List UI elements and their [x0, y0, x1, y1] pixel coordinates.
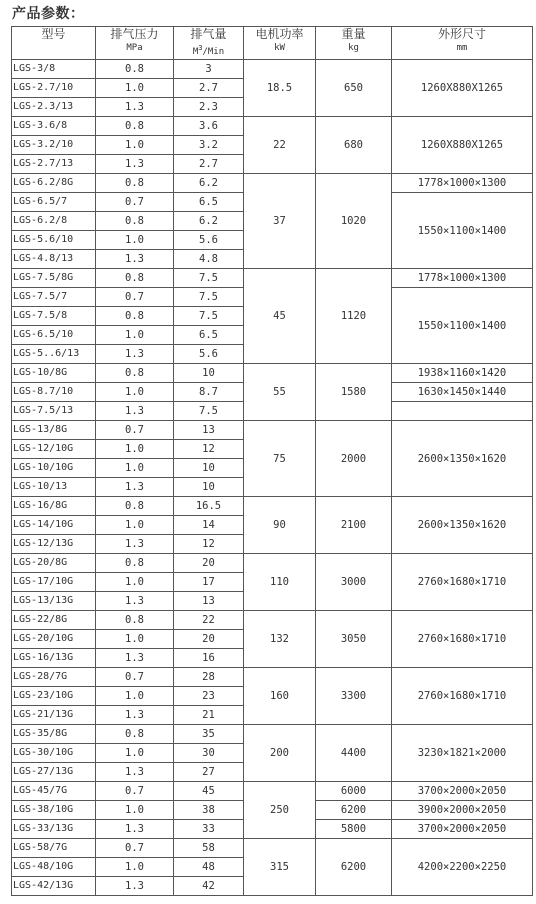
cell-model: LGS-45/7G [12, 782, 96, 801]
cell-model: LGS-10/10G [12, 459, 96, 478]
cell-model: LGS-23/10G [12, 687, 96, 706]
cell-pressure: 1.0 [96, 573, 174, 592]
cell-power: 45 [244, 269, 316, 364]
cell-flow: 7.5 [174, 288, 244, 307]
table-row [12, 421, 533, 440]
cell-power: 37 [244, 174, 316, 269]
cell-flow: 48 [174, 858, 244, 877]
cell-flow: 4.8 [174, 250, 244, 269]
cell-model: LGS-30/10G [12, 744, 96, 763]
header-weight [316, 27, 392, 60]
cell-flow: 10 [174, 364, 244, 383]
cell-flow: 3.6 [174, 117, 244, 136]
cell-model: LGS-7.5/8 [12, 307, 96, 326]
cell-model: LGS-8.7/10 [12, 383, 96, 402]
table-row [12, 782, 533, 801]
cell-size: 1630×1450×1440 [392, 383, 533, 402]
table-row [12, 117, 533, 136]
cell-pressure: 1.0 [96, 459, 174, 478]
cell-model: LGS-2.3/13 [12, 98, 96, 117]
cell-power: 250 [244, 782, 316, 839]
cell-model: LGS-13/8G [12, 421, 96, 440]
cell-weight: 3050 [316, 611, 392, 668]
cell-size: 2760×1680×1710 [392, 668, 533, 725]
cell-model: LGS-6.5/7 [12, 193, 96, 212]
cell-model: LGS-16/8G [12, 497, 96, 516]
cell-pressure: 0.8 [96, 117, 174, 136]
cell-pressure: 1.3 [96, 535, 174, 554]
cell-flow: 58 [174, 839, 244, 858]
cell-model: LGS-3/8 [12, 60, 96, 79]
cell-power: 75 [244, 421, 316, 497]
cell-size: 1260X880X1265 [392, 60, 533, 117]
cell-pressure: 1.0 [96, 136, 174, 155]
cell-flow: 20 [174, 554, 244, 573]
cell-model: LGS-6.5/10 [12, 326, 96, 345]
cell-weight: 6000 [316, 782, 392, 801]
product-spec-table [11, 26, 533, 896]
cell-model: LGS-22/8G [12, 611, 96, 630]
cell-model: LGS-17/10G [12, 573, 96, 592]
cell-flow: 12 [174, 440, 244, 459]
cell-size: 1550×1100×1400 [392, 288, 533, 364]
cell-model: LGS-21/13G [12, 706, 96, 725]
cell-pressure: 1.0 [96, 630, 174, 649]
cell-model: LGS-2.7/10 [12, 79, 96, 98]
cell-weight: 2000 [316, 421, 392, 497]
header-flow-unit [174, 41, 243, 59]
cell-model: LGS-38/10G [12, 801, 96, 820]
cell-pressure: 1.0 [96, 231, 174, 250]
cell-size [392, 402, 533, 421]
header-pressure-label: 排气压力 [110, 27, 159, 41]
cell-power: 110 [244, 554, 316, 611]
cell-pressure: 1.0 [96, 516, 174, 535]
cell-power: 90 [244, 497, 316, 554]
cell-weight: 6200 [316, 801, 392, 820]
cell-model: LGS-14/10G [12, 516, 96, 535]
header-pressure-unit: MPa [126, 43, 143, 53]
cell-pressure: 1.3 [96, 478, 174, 497]
cell-pressure: 0.8 [96, 497, 174, 516]
cell-pressure: 1.3 [96, 592, 174, 611]
cell-flow: 27 [174, 763, 244, 782]
cell-pressure: 0.8 [96, 725, 174, 744]
cell-flow: 2.7 [174, 155, 244, 174]
cell-flow: 6.2 [174, 212, 244, 231]
cell-pressure: 0.8 [96, 269, 174, 288]
cell-weight: 3000 [316, 554, 392, 611]
table-row [12, 839, 533, 858]
cell-size: 4200×2200×2250 [392, 839, 533, 896]
cell-flow: 42 [174, 877, 244, 896]
cell-model: LGS-28/7G [12, 668, 96, 687]
cell-flow: 3 [174, 60, 244, 79]
cell-pressure: 1.3 [96, 763, 174, 782]
cell-pressure: 1.3 [96, 98, 174, 117]
table-row [12, 269, 533, 288]
table-row [12, 60, 533, 79]
cell-flow: 5.6 [174, 231, 244, 250]
cell-flow: 30 [174, 744, 244, 763]
cell-weight: 1020 [316, 174, 392, 269]
cell-weight: 650 [316, 60, 392, 117]
cell-size: 2760×1680×1710 [392, 554, 533, 611]
cell-size: 3230×1821×2000 [392, 725, 533, 782]
cell-pressure: 1.3 [96, 649, 174, 668]
header-flow-label: 排气量 [190, 27, 227, 41]
cell-flow: 45 [174, 782, 244, 801]
cell-weight: 4400 [316, 725, 392, 782]
cell-weight: 1580 [316, 364, 392, 421]
cell-flow: 10 [174, 478, 244, 497]
cell-weight: 3300 [316, 668, 392, 725]
cell-pressure: 0.7 [96, 421, 174, 440]
cell-pressure: 0.8 [96, 60, 174, 79]
cell-model: LGS-33/13G [12, 820, 96, 839]
cell-flow: 10 [174, 459, 244, 478]
cell-flow: 7.5 [174, 402, 244, 421]
cell-flow: 16 [174, 649, 244, 668]
cell-pressure: 1.0 [96, 440, 174, 459]
cell-flow: 20 [174, 630, 244, 649]
cell-weight: 6200 [316, 839, 392, 896]
cell-model: LGS-7.5/8G [12, 269, 96, 288]
cell-model: LGS-13/13G [12, 592, 96, 611]
cell-flow: 28 [174, 668, 244, 687]
header-pressure [96, 27, 174, 60]
cell-pressure: 1.3 [96, 877, 174, 896]
cell-model: LGS-7.5/13 [12, 402, 96, 421]
cell-model: LGS-5..6/13 [12, 345, 96, 364]
cell-size: 2600×1350×1620 [392, 497, 533, 554]
cell-model: LGS-48/10G [12, 858, 96, 877]
table-row [12, 174, 533, 193]
cell-model: LGS-12/13G [12, 535, 96, 554]
header-flow-unit-exp: 3 [198, 44, 203, 52]
cell-pressure: 1.0 [96, 326, 174, 345]
cell-model: LGS-3.6/8 [12, 117, 96, 136]
cell-flow: 6.2 [174, 174, 244, 193]
cell-model: LGS-6.2/8G [12, 174, 96, 193]
cell-flow: 14 [174, 516, 244, 535]
header-flow [174, 27, 244, 60]
cell-flow: 7.5 [174, 307, 244, 326]
header-row [12, 27, 533, 60]
cell-flow: 6.5 [174, 193, 244, 212]
cell-pressure: 0.8 [96, 212, 174, 231]
cell-weight: 5800 [316, 820, 392, 839]
cell-power: 160 [244, 668, 316, 725]
cell-flow: 8.7 [174, 383, 244, 402]
cell-flow: 35 [174, 725, 244, 744]
header-power [244, 27, 316, 60]
header-model [12, 27, 96, 60]
cell-pressure: 0.8 [96, 364, 174, 383]
cell-weight: 2100 [316, 497, 392, 554]
cell-pressure: 1.3 [96, 706, 174, 725]
cell-pressure: 0.8 [96, 307, 174, 326]
cell-power: 200 [244, 725, 316, 782]
cell-size: 2760×1680×1710 [392, 611, 533, 668]
cell-flow: 12 [174, 535, 244, 554]
table-row [12, 611, 533, 630]
cell-model: LGS-20/8G [12, 554, 96, 573]
cell-pressure: 1.0 [96, 383, 174, 402]
cell-pressure: 1.0 [96, 744, 174, 763]
cell-size: 1778×1000×1300 [392, 269, 533, 288]
cell-model: LGS-6.2/8 [12, 212, 96, 231]
page-title: 产品参数： [12, 6, 85, 22]
cell-power: 55 [244, 364, 316, 421]
cell-flow: 3.2 [174, 136, 244, 155]
cell-flow: 17 [174, 573, 244, 592]
cell-pressure: 0.8 [96, 554, 174, 573]
cell-model: LGS-10/13 [12, 478, 96, 497]
cell-weight: 1120 [316, 269, 392, 364]
cell-model: LGS-7.5/7 [12, 288, 96, 307]
cell-weight: 680 [316, 117, 392, 174]
header-flow-unit-base: M [192, 47, 199, 57]
header-flow-unit-rest: /Min [202, 47, 225, 57]
table-row [12, 364, 533, 383]
cell-size: 3900×2000×2050 [392, 801, 533, 820]
cell-size: 1260X880X1265 [392, 117, 533, 174]
cell-flow: 13 [174, 592, 244, 611]
cell-flow: 22 [174, 611, 244, 630]
cell-model: LGS-16/13G [12, 649, 96, 668]
cell-flow: 16.5 [174, 497, 244, 516]
cell-pressure: 1.0 [96, 687, 174, 706]
header-size [392, 27, 533, 60]
cell-flow: 21 [174, 706, 244, 725]
cell-pressure: 1.3 [96, 250, 174, 269]
cell-model: LGS-5.6/10 [12, 231, 96, 250]
cell-pressure: 0.7 [96, 839, 174, 858]
cell-flow: 23 [174, 687, 244, 706]
cell-model: LGS-2.7/13 [12, 155, 96, 174]
cell-pressure: 1.3 [96, 155, 174, 174]
header-size-unit: mm [456, 43, 468, 53]
cell-model: LGS-4.8/13 [12, 250, 96, 269]
table-row [12, 497, 533, 516]
cell-pressure: 0.7 [96, 668, 174, 687]
cell-size: 3700×2000×2050 [392, 820, 533, 839]
cell-size: 2600×1350×1620 [392, 421, 533, 497]
cell-model: LGS-27/13G [12, 763, 96, 782]
cell-size: 1938×1160×1420 [392, 364, 533, 383]
cell-size: 1778×1000×1300 [392, 174, 533, 193]
table-row [12, 554, 533, 573]
table-row [12, 668, 533, 687]
header-power-label: 电机功率 [255, 27, 304, 41]
cell-power: 315 [244, 839, 316, 896]
table-row [12, 725, 533, 744]
cell-size: 3700×2000×2050 [392, 782, 533, 801]
cell-power: 132 [244, 611, 316, 668]
spec-table-body [12, 60, 533, 896]
cell-flow: 7.5 [174, 269, 244, 288]
cell-pressure: 1.3 [96, 402, 174, 421]
cell-power: 18.5 [244, 60, 316, 117]
cell-flow: 38 [174, 801, 244, 820]
cell-flow: 2.7 [174, 79, 244, 98]
cell-flow: 33 [174, 820, 244, 839]
header-weight-label: 重量 [341, 27, 366, 41]
cell-pressure: 0.8 [96, 174, 174, 193]
header-power-unit: kW [274, 43, 285, 53]
cell-flow: 6.5 [174, 326, 244, 345]
cell-model: LGS-35/8G [12, 725, 96, 744]
header-model-label: 型号 [41, 27, 66, 41]
cell-model: LGS-42/13G [12, 877, 96, 896]
cell-model: LGS-12/10G [12, 440, 96, 459]
header-weight-unit: kg [348, 43, 359, 53]
cell-pressure: 0.7 [96, 193, 174, 212]
cell-pressure: 1.0 [96, 801, 174, 820]
cell-pressure: 1.0 [96, 858, 174, 877]
cell-size: 1550×1100×1400 [392, 193, 533, 269]
cell-power: 22 [244, 117, 316, 174]
cell-flow: 2.3 [174, 98, 244, 117]
cell-flow: 5.6 [174, 345, 244, 364]
cell-pressure: 1.3 [96, 820, 174, 839]
cell-pressure: 0.7 [96, 782, 174, 801]
cell-pressure: 0.7 [96, 288, 174, 307]
cell-model: LGS-3.2/10 [12, 136, 96, 155]
cell-model: LGS-20/10G [12, 630, 96, 649]
header-size-label: 外形尺寸 [437, 27, 486, 41]
cell-pressure: 1.0 [96, 79, 174, 98]
cell-flow: 13 [174, 421, 244, 440]
cell-model: LGS-58/7G [12, 839, 96, 858]
cell-pressure: 1.3 [96, 345, 174, 364]
cell-pressure: 0.8 [96, 611, 174, 630]
cell-model: LGS-10/8G [12, 364, 96, 383]
